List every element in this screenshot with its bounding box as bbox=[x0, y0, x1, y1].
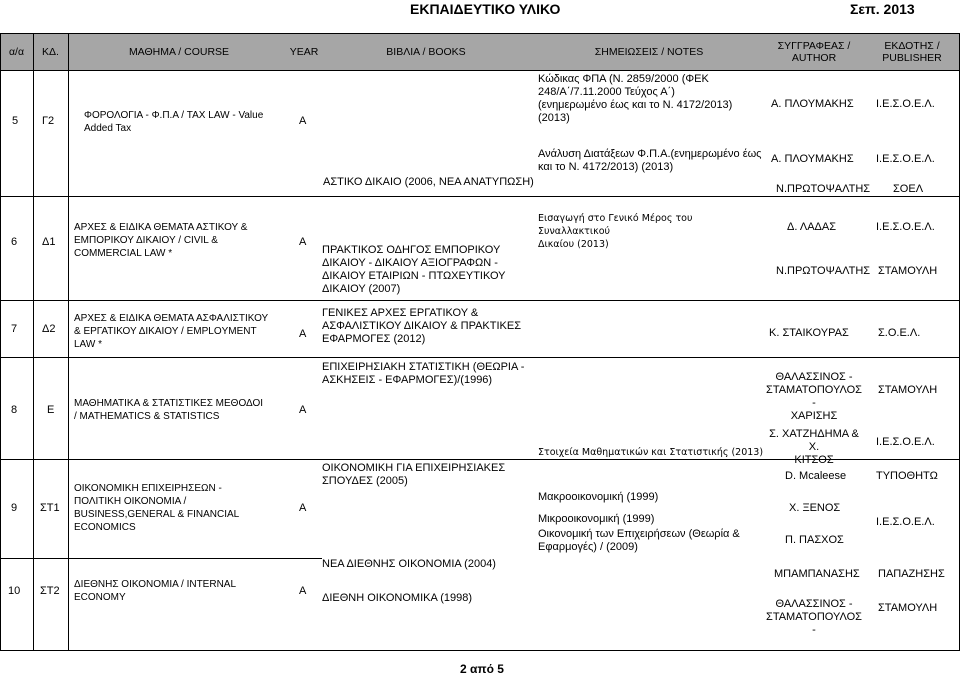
row-code: Δ1 bbox=[42, 236, 56, 248]
notes-entry: Μακροοικονομική (1999) bbox=[538, 491, 659, 503]
year-value: Α bbox=[299, 115, 307, 127]
notes-entry: Ανάλυση Διατάξεων Φ.Π.Α.(ενημερωμένο έως και το Ν. 4172/2013) (2013) bbox=[538, 148, 762, 173]
course-name: ΑΡΧΕΣ & ΕΙΔΙΚΑ ΘΕΜΑΤΑ ΑΣΦΑΛΙΣΤΙΚΟΥ & ΕΡΓΑΤΙΚΟΥ ΔΙΚΑΙΟΥ / EMPLOYMENT LAW * bbox=[74, 313, 269, 350]
header-author: ΣΥΓΓΡΑΦΕΑΣ / AUTHOR bbox=[777, 39, 851, 64]
header-books: ΒΙΒΛΙΑ / BOOKS bbox=[386, 45, 466, 58]
year-value: Α bbox=[299, 404, 307, 416]
author: ΜΠΑΜΠΑΝΑΣΗΣ bbox=[774, 568, 860, 580]
row-code: ΣΤ1 bbox=[40, 502, 60, 514]
publisher: Ι.Ε.Σ.Ο.Ε.Λ. bbox=[876, 98, 935, 110]
publisher: ΣΤΑΜΟΥΛΗ bbox=[878, 384, 938, 396]
publisher: ΣΤΑΜΟΥΛΗ bbox=[878, 602, 938, 614]
header-aa: α/α bbox=[8, 45, 25, 58]
publisher: Ι.Ε.Σ.Ο.Ε.Λ. bbox=[876, 221, 935, 233]
book-title: ΝΕΑ ΔΙΕΘΝΗΣ ΟΙΚΟΝΟΜΙΑ (2004) bbox=[322, 558, 496, 570]
book-title: ΠΡΑΚΤΙΚΟΣ ΟΔΗΓΟΣ ΕΜΠΟΡΙΚΟΥ ΔΙΚΑΙΟΥ - ΔΙΚΑΙΟΥ ΑΞΙΟΓΡΑΦΩΝ - ΔΙΚΑΙΟΥ ΕΤΑΙΡΙΩΝ - ΠΤΩΧΕΥΤΙΚΟΥ ΔΙΚΑΙΟΥ (2007) bbox=[322, 244, 506, 295]
year-value: Α bbox=[299, 236, 307, 248]
author: Α. ΠΛΟΥΜΑΚΗΣ bbox=[771, 98, 854, 110]
book-title: ΔΙΕΘΝΗ ΟΙΚΟΝΟΜΙΚΑ (1998) bbox=[322, 592, 473, 604]
course-name: ΑΡΧΕΣ & ΕΙΔΙΚΑ ΘΕΜΑΤΑ ΑΣΤΙΚΟΥ & ΕΜΠΟΡΙΚΟΥ ΔΙΚΑΙΟΥ / CIVIL & COMMERCIAL LAW * bbox=[74, 222, 248, 259]
notes-entry: Στοιχεία Μαθηματικών και Στατιστικής (2013) bbox=[538, 447, 764, 458]
page-number: 2 από 5 bbox=[460, 662, 504, 676]
page-date: Σεπ. 2013 bbox=[850, 1, 915, 17]
author: Ν.ΠΡΩΤΟΨΑΛΤΗΣ bbox=[776, 183, 871, 195]
row-number: 8 bbox=[11, 404, 18, 416]
author: D. Mcaleese bbox=[785, 470, 847, 482]
year-value: Α bbox=[299, 502, 307, 514]
course-name: ΟΙΚΟΝΟΜΙΚΗ ΕΠΙΧΕΙΡΗΣΕΩΝ - ΠΟΛΙΤΙΚΗ ΟΙΚΟΝΟΜΙΑ / BUSINESS,GENERAL & FINANCIAL ECONOMICS bbox=[74, 483, 240, 533]
year-value: Α bbox=[299, 585, 307, 597]
author: ΘΑΛΑΣΣΙΝΟΣ - ΣΤΑΜΑΤΟΠΟΥΛΟΣ - ΧΑΡΙΣΗΣ bbox=[766, 371, 862, 422]
page-title: ΕΚΠΑΙΔΕΥΤΙΚΟ ΥΛΙΚΟ bbox=[410, 1, 561, 17]
row-number: 9 bbox=[11, 502, 18, 514]
notes-entry: Κώδικας ΦΠΑ (Ν. 2859/2000 (ΦΕΚ 248/Α΄/7.11.2000 Τεύχος Α΄) (ενημερωμένο έως και το Ν. 4172/2013) (2013) bbox=[538, 73, 733, 124]
course-name: ΜΑΘΗΜΑΤΙΚΑ & ΣΤΑΤΙΣΤΙΚΕΣ ΜΕΘΟΔΟΙ / MATHEMATICS & STATISTICS bbox=[74, 398, 264, 422]
author: Κ. ΣΤΑΙΚΟΥΡΑΣ bbox=[769, 327, 849, 339]
author: Χ. ΞΕΝΟΣ bbox=[789, 502, 841, 514]
author: ΘΑΛΑΣΣΙΝΟΣ - ΣΤΑΜΑΤΟΠΟΥΛΟΣ - bbox=[766, 598, 862, 636]
notes-entry: Μικροοικονομική (1999) bbox=[538, 513, 655, 525]
author: Σ. ΧΑΤΖΗΔΗΜΑ & Χ. ΚΙΤΣΟΣ bbox=[769, 428, 859, 466]
notes-entry: Εισαγωγή στο Γενικό Μέρος του Συναλλακτικού Δικαίου (2013) bbox=[538, 213, 693, 250]
page-header bbox=[0, 0, 960, 22]
publisher: Ι.Ε.Σ.Ο.Ε.Λ. bbox=[876, 516, 935, 528]
header-year: YEAR bbox=[289, 45, 319, 58]
author: Π. ΠΑΣΧΟΣ bbox=[785, 534, 844, 546]
table-header bbox=[0, 33, 960, 70]
publisher: ΤΥΠΟΘΗΤΩ bbox=[876, 470, 938, 482]
book-title: ΓΕΝΙΚΕΣ ΑΡΧΕΣ ΕΡΓΑΤΙΚΟΥ & ΑΣΦΑΛΙΣΤΙΚΟΥ ΔΙΚΑΙΟΥ & ΠΡΑΚΤΙΚΕΣ ΕΦΑΡΜΟΓΕΣ (2012) bbox=[322, 307, 522, 345]
author: Α. ΠΛΟΥΜΑΚΗΣ bbox=[771, 153, 854, 165]
book-title: ΕΠΙΧΕΙΡΗΣΙΑΚΗ ΣΤΑΤΙΣΤΙΚΗ (ΘΕΩΡΙΑ - ΑΣΚΗΣΕΙΣ - ΕΦΑΡΜΟΓΕΣ)/(1996) bbox=[322, 361, 525, 386]
header-kd: ΚΔ. bbox=[42, 45, 59, 58]
publisher: ΣΤΑΜΟΥΛΗ bbox=[878, 265, 938, 277]
author: Ν.ΠΡΩΤΟΨΑΛΤΗΣ bbox=[776, 265, 871, 277]
header-course: ΜΑΘΗΜΑ / COURSE bbox=[128, 45, 230, 58]
row-code: ΣΤ2 bbox=[40, 585, 60, 597]
course-name: ΔΙΕΘΝΗΣ ΟΙΚΟΝΟΜΙΑ / INTERNAL ECONOMY bbox=[74, 579, 237, 603]
header-notes: ΣΗΜΕΙΩΣΕΙΣ / NOTES bbox=[594, 45, 704, 58]
publisher: Ι.Ε.Σ.Ο.Ε.Λ. bbox=[876, 436, 935, 448]
row-code: Γ2 bbox=[42, 115, 55, 127]
publisher: ΣΟΕΛ bbox=[893, 183, 924, 195]
header-publisher: ΕΚΔΟΤΗΣ / PUBLISHER bbox=[882, 39, 942, 64]
publisher: ΠΑΠΑΖΗΣΗΣ bbox=[878, 568, 945, 580]
year-value: Α bbox=[299, 328, 307, 340]
row-number: 10 bbox=[8, 585, 21, 597]
row-number: 7 bbox=[11, 323, 18, 335]
publisher: Σ.Ο.Ε.Λ. bbox=[878, 327, 921, 339]
author: Δ. ΛΑΔΑΣ bbox=[787, 221, 837, 233]
book-title: ΑΣΤΙΚΟ ΔΙΚΑΙΟ (2006, ΝΕΑ ΑΝΑΤΥΠΩΣΗ) bbox=[323, 176, 534, 188]
course-name: ΦΟΡΟΛΟΓΙΑ - Φ.Π.Α / TAX LAW - Value Added Tax bbox=[84, 110, 264, 134]
row-number: 6 bbox=[11, 236, 18, 248]
publisher: Ι.Ε.Σ.Ο.Ε.Λ. bbox=[876, 153, 935, 165]
notes-entry: Οικονομική των Επιχειρήσεων (Θεωρία & Εφαρμογές) / (2009) bbox=[538, 528, 740, 553]
row-code: Ε bbox=[47, 404, 55, 416]
row-number: 5 bbox=[12, 115, 19, 127]
book-title: ΟΙΚΟΝΟΜΙΚΗ ΓΙΑ ΕΠΙΧΕΙΡΗΣΙΑΚΕΣ ΣΠΟΥΔΕΣ (2005) bbox=[322, 462, 506, 487]
row-code: Δ2 bbox=[42, 323, 56, 335]
